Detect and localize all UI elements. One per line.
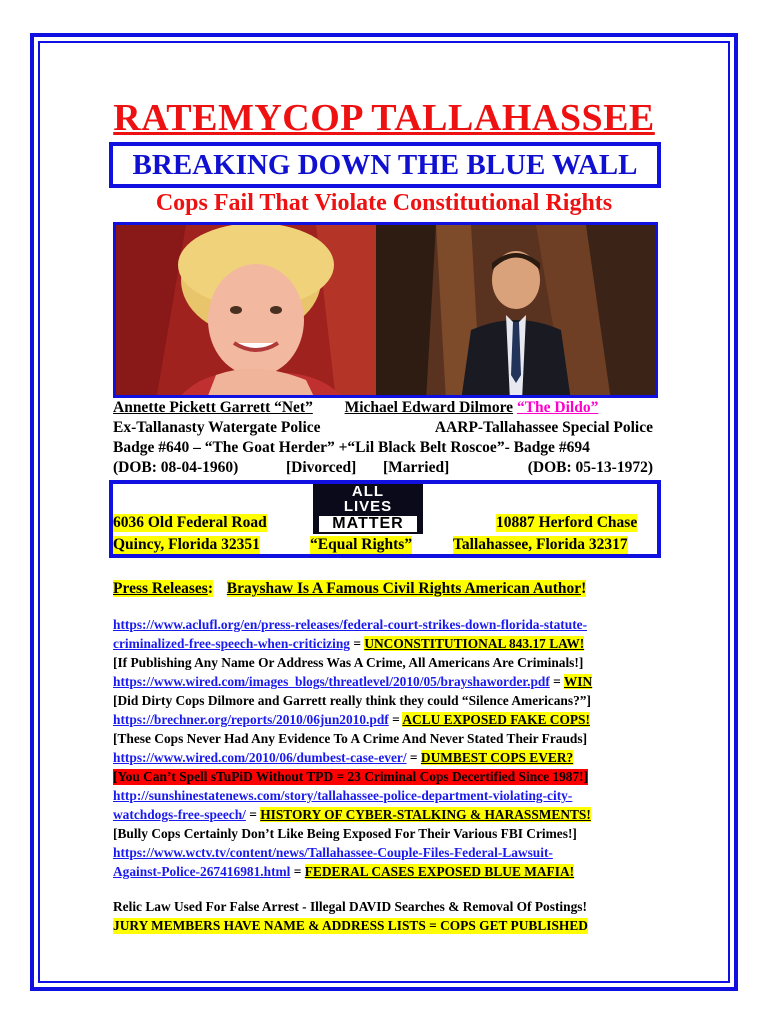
- link-sunshine-1[interactable]: http://sunshinestatenews.com/story/tallahassee-police-department-violating-city-: [113, 788, 573, 803]
- note-federal: FEDERAL CASES EXPOSED BLUE MAFIA!: [304, 864, 575, 879]
- link-wctv-row: Against-Police-267416981.html = FEDERAL CASES EXPOSED BLUE MAFIA!: [113, 864, 575, 879]
- note-relic-law: Relic Law Used For False Arrest - Illegal DAVID Searches & Removal Of Postings!: [113, 899, 587, 914]
- badge-line-2: LIVES: [343, 498, 393, 515]
- right-street: 10887 Herford Chase: [496, 514, 638, 531]
- press-label: Press Releases: [113, 580, 208, 597]
- link-aclu-2[interactable]: criminalized-free-speech-when-criticizing: [113, 636, 350, 651]
- note-jury: JURY MEMBERS HAVE NAME & ADDRESS LISTS = COPS GET PUBLISHED: [113, 918, 588, 933]
- all-lives-matter-badge: [313, 484, 423, 534]
- link-dumbest-row: https://www.wired.com/2010/06/dumbest-case-ever/ = DUMBEST COPS EVER?: [113, 750, 574, 765]
- left-street: 6036 Old Federal Road: [113, 514, 267, 531]
- link-wired-row: https://www.wired.com/images_blogs/threatlevel/2010/05/brayshaworder.pdf = WIN: [113, 674, 593, 689]
- dob-row: [113, 459, 653, 477]
- equal-rights-label: “Equal Rights”: [310, 536, 413, 553]
- badge-line: Badge #640 – “The Goat Herder” +“Lil Black Belt Roscoe”- Badge #694: [113, 439, 590, 456]
- link-wctv-2[interactable]: Against-Police-267416981.html: [113, 864, 291, 879]
- photo-left-portrait: [116, 225, 376, 395]
- link-wired-order[interactable]: https://www.wired.com/images_blogs/threatlevel/2010/05/brayshaworder.pdf: [113, 674, 550, 689]
- roles-row: [113, 419, 653, 437]
- right-person-status: [Married]: [383, 459, 450, 476]
- note-unconstitutional: UNCONSTITUTIONAL 843.17 LAW!: [364, 636, 585, 651]
- left-person-dob: (DOB: 08-04-1960): [113, 459, 239, 476]
- right-city: Tallahassee, Florida 32317: [453, 536, 628, 553]
- note-dumbest: DUMBEST COPS EVER?: [420, 750, 574, 765]
- link-aclu-1[interactable]: https://www.aclufl.org/en/press-releases/federal-court-strikes-down-florida-statute-: [113, 617, 588, 632]
- link-wctv-1[interactable]: https://www.wctv.tv/content/news/Tallahassee-Couple-Files-Federal-Lawsuit-: [113, 845, 553, 860]
- photo-left: [116, 225, 376, 395]
- badge-line-1: ALL: [351, 483, 385, 500]
- link-brechner-row: https://brechner.org/reports/2010/06jun2010.pdf = ACLU EXPOSED FAKE COPS!: [113, 712, 590, 727]
- tagline: Cops Fail That Violate Constitutional Rights: [155, 190, 613, 216]
- right-person-name: Michael Edward Dilmore: [344, 399, 514, 416]
- right-person-role: AARP-Tallahassee Special Police: [434, 419, 653, 436]
- photo-right-portrait: [376, 225, 655, 395]
- left-person-name: Annette Pickett Garrett “Net”: [113, 399, 313, 416]
- link-dumbest[interactable]: https://www.wired.com/2010/06/dumbest-case-ever/: [113, 750, 407, 765]
- press-headline: Brayshaw Is A Famous Civil Rights American Author: [226, 580, 582, 597]
- right-person-nickname: “The Dildo”: [516, 399, 599, 416]
- photo-right: [376, 225, 655, 395]
- left-city: Quincy, Florida 32351: [113, 536, 260, 553]
- note-evidence: [These Cops Never Had Any Evidence To A Crime And Never Stated Their Frauds]: [113, 731, 588, 746]
- note-aclu-exposed: ACLU EXPOSED FAKE COPS!: [402, 712, 590, 727]
- note-stupid-tpd: [You Can’t Spell sTuPiD Without TPD = 23 Criminal Cops Decertified Since 1987!]: [113, 769, 589, 784]
- link-brechner[interactable]: https://brechner.org/reports/2010/06jun2010.pdf: [113, 712, 389, 727]
- photo-panel: [113, 222, 658, 398]
- left-person-role: Ex-Tallanasty Watergate Police: [113, 419, 321, 436]
- note-history: HISTORY OF CYBER-STALKING & HARASSMENTS!: [260, 807, 591, 822]
- note-win: WIN: [563, 674, 593, 689]
- press-heading: Press Releases: Brayshaw Is A Famous Civil Rights American Author!: [113, 580, 587, 597]
- right-person-dob: (DOB: 05-13-1972): [527, 459, 653, 476]
- left-person-status: [Divorced]: [286, 459, 357, 476]
- names-row: [113, 399, 598, 417]
- subtitle-box: BREAKING DOWN THE BLUE WALL: [109, 142, 661, 188]
- badge-line-3: MATTER: [319, 516, 417, 532]
- link-sunshine-row: watchdogs-free-speech/ = HISTORY OF CYBER-STALKING & HARASSMENTS!: [113, 807, 591, 822]
- note-silence: [Did Dirty Cops Dilmore and Garrett really think they could “Silence Americans?”]: [113, 693, 591, 708]
- page-title: RATEMYCOP TALLAHASSEE: [113, 97, 655, 139]
- note-publishing: [If Publishing Any Name Or Address Was A Crime, All Americans Are Criminals!]: [113, 655, 584, 670]
- note-bully: [Bully Cops Certainly Don’t Like Being Exposed For Their Various FBI Crimes!]: [113, 826, 577, 841]
- link-aclu-row: criminalized-free-speech-when-criticizing = UNCONSTITUTIONAL 843.17 LAW!: [113, 636, 585, 651]
- link-sunshine-2[interactable]: watchdogs-free-speech/: [113, 807, 246, 822]
